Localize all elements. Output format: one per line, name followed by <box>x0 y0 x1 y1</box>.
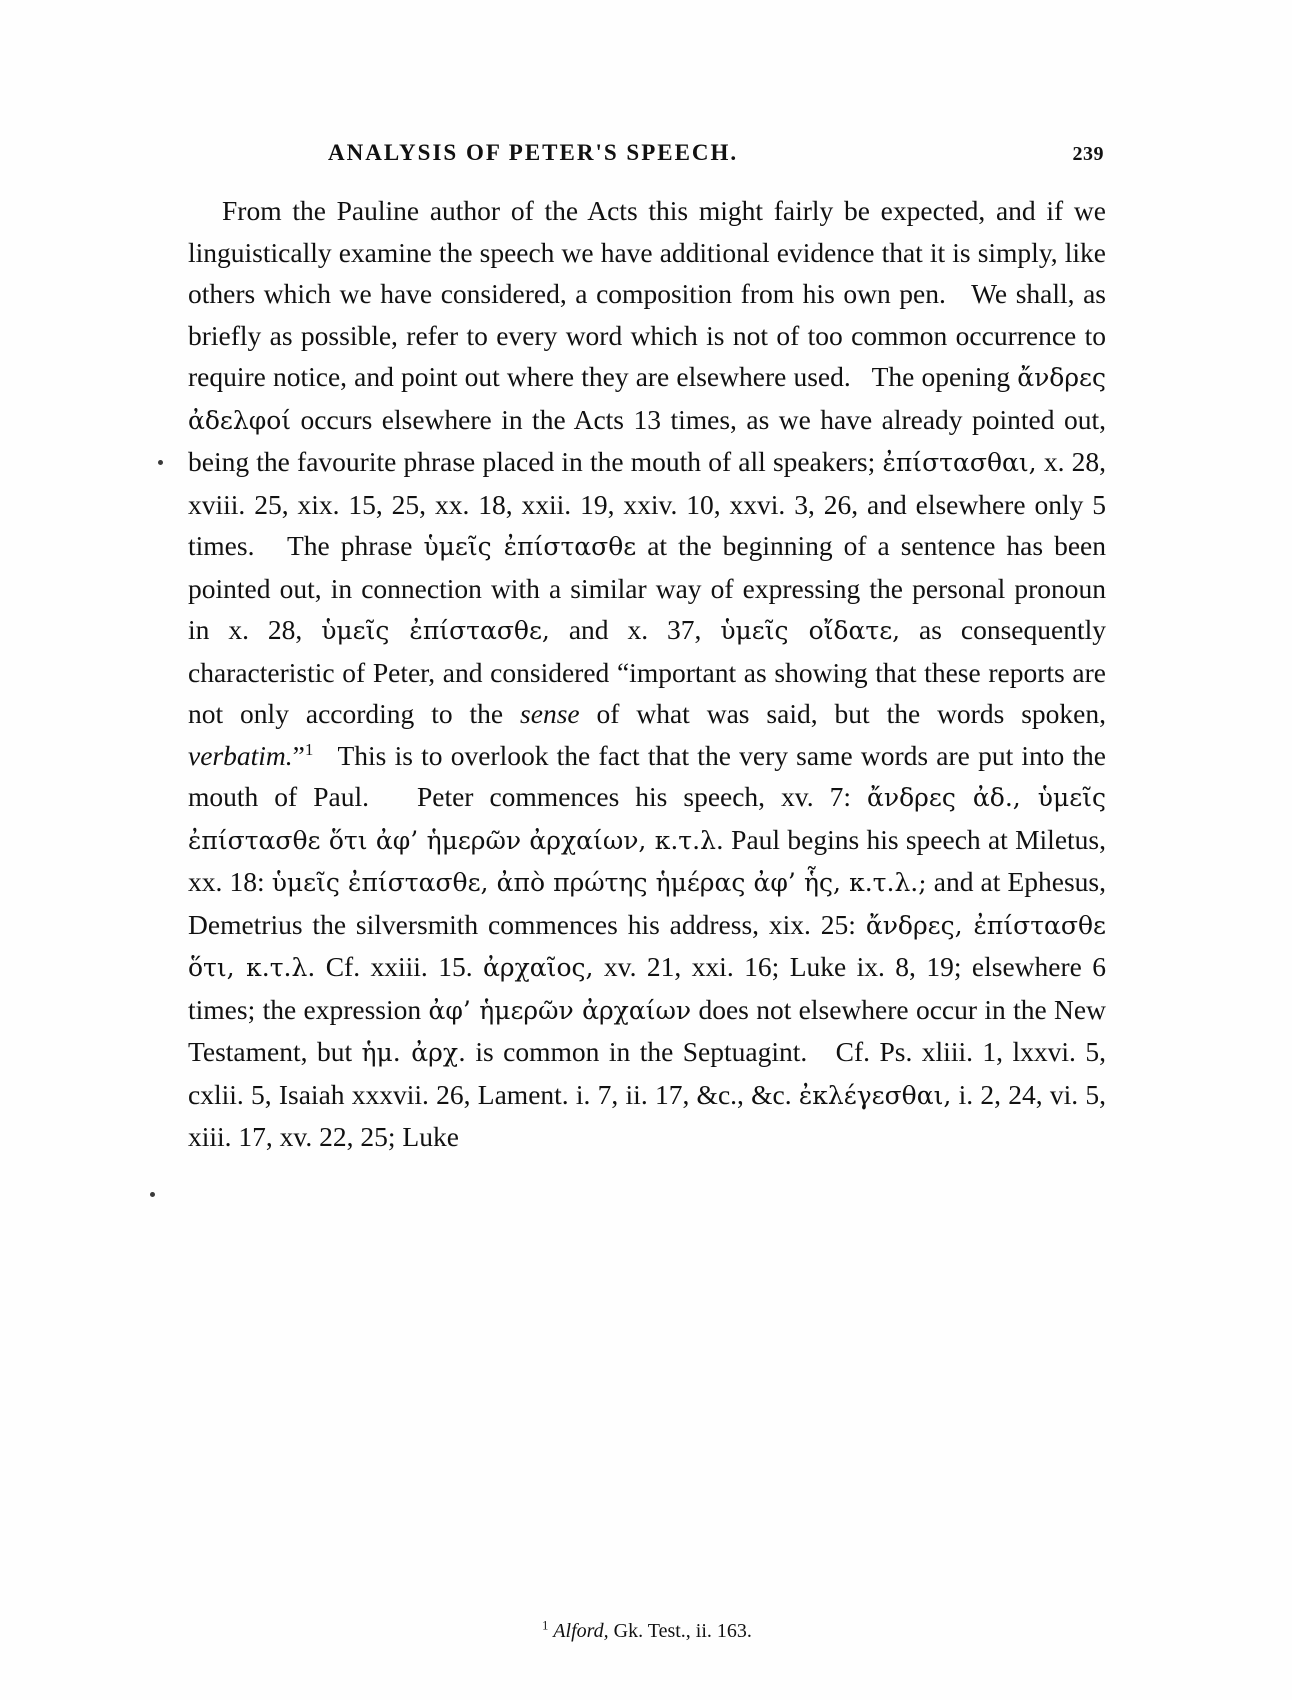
page-header <box>188 140 1104 166</box>
page-number: 239 <box>1072 143 1104 165</box>
page-speck-left-upper <box>158 460 163 465</box>
running-head: ANALYSIS OF PETER'S SPEECH. <box>328 140 739 165</box>
body-text <box>188 190 1106 1158</box>
footnote-text: $^1$ Alford, Gk. Test., ii. 163. <box>542 1618 752 1642</box>
footnote <box>188 1620 1106 1643</box>
page-speck-left-lower <box>150 1192 155 1197</box>
body-paragraph: From the Pauline author of the Acts this might fairly be expected, and if we linguistically examine the speech we have additional evidence that it is simply, like others which we have considered, a composition from his own pen. We shall, as briefly as possible, refer to every word which is not of too common occurrence to require notice, and point out where they are elsewhere used. The opening ἄνδρες ἀδελφοί occurs elsewhere in the Acts 13 times, as we have already pointed out, being the favourite phrase placed in the mouth of all speakers; ἐπίστασθαι, x. 28, xviii. 25, xix. 15, 25, xx. 18, xxii. 19, xxiv. 10, xxvi. 3, 26, and elsewhere only 5 times. The phrase ὑμεῖς ἐπίστασθε at the beginning of a sentence has been pointed out, in connection with a similar way of expressing the personal pronoun in x. 28, ὑμεῖς ἐπίστασθε, and x. 37, ὑμεῖς οἴδατε, as consequently characteristic of Peter, and considered “important as showing that these reports are not only according to the sense of what was said, but the words spoken, verbatim.”$^1$ This is to overlook the fact that the very same words are put into the mouth of Paul. Peter commences his speech, xv. 7: ἄνδρες ἀδ., ὑμεῖς ἐπίστασθε ὅτι ἀφ’ ἡμερῶν ἀρχαίων, κ.τ.λ. Paul begins his speech at Miletus, xx. 18: ὑμεῖς ἐπίστασθε, ἀπὸ πρώτης ἡμέρας ἀφ’ ἧς, κ.τ.λ.; and at Ephesus, Demetrius the silversmith commences his address, xix. 25: ἄνδρες, ἐπίστασθε ὅτι, κ.τ.λ. Cf. xxiii. 15. ἀρχαῖος, xv. 21, xxi. 16; Luke ix. 8, 19; elsewhere 6 times; the expression ἀφ’ ἡμερῶν ἀρχαίων does not elsewhere occur in the New Testament, but ἡμ. ἀρχ. is common in the Septuagint. Cf. Ps. xliii. 1, lxxvi. 5, cxlii. 5, Isaiah xxxvii. 26, Lament. i. 7, ii. 17, &c., &c. ἐκλέγεσθαι, i. 2, 24, vi. 5, xiii. 17, xv. 22, 25; Luke <box>188 195 1107 1152</box>
